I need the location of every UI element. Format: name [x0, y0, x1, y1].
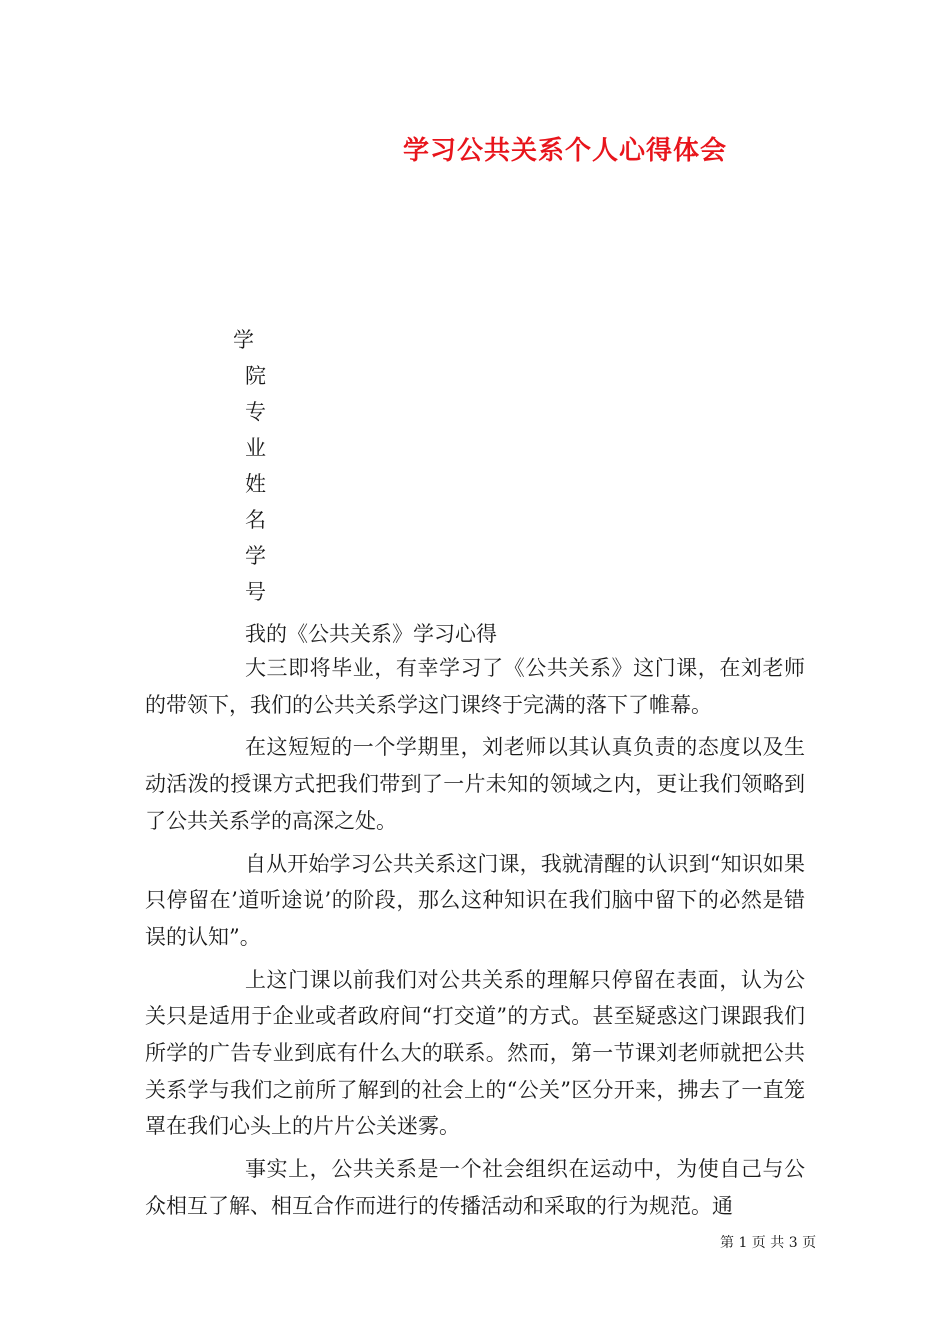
form-label-char: 业 [245, 436, 266, 460]
essay-body [145, 650, 805, 1225]
form-label-char: 院 [245, 364, 266, 388]
form-label-char: 名 [245, 508, 266, 532]
form-label-char: 号 [245, 580, 266, 604]
page-footer: 第 1 页 共 3 页 [720, 1235, 817, 1251]
essay-subtitle: 我的《公共关系》学习心得 [245, 622, 497, 646]
form-label-char: 学 [245, 544, 266, 568]
paragraph: 在这短短的一个学期里，刘老师以其认真负责的态度以及生动活泼的授课方式把我们带到了一片未知的领域之内，更让我们领略到了公共关系学的高深之处。 [145, 735, 805, 833]
form-label-char: 姓 [245, 472, 266, 496]
paragraph: 上这门课以前我们对公共关系的理解只停留在表面，认为公关只是适用于企业或者政府间“打交道”的方式。甚至疑惑这门课跟我们所学的广告专业到底有什么大的联系。然而，第一节课刘老师就把公共关系学与我们之前所了解到的社会上的“公关”区分开来，拂去了一直笼罩在我们心头上的片片公关迷雾。 [145, 967, 805, 1139]
document-title: 学习公共关系个人心得体会 [402, 136, 727, 166]
paragraph: 事实上，公共关系是一个社会组织在运动中，为使自己与公众相互了解、相互合作而进行的传播活动和采取的行为规范。通 [145, 1157, 805, 1218]
form-label-char: 专 [245, 400, 266, 424]
paragraph: 自从开始学习公共关系这门课，我就清醒的认识到“知识如果只停留在’道听途说’的阶段，那么这种知识在我们脑中留下的必然是错误的认知”。 [145, 851, 805, 949]
paragraph: 大三即将毕业，有幸学习了《公共关系》这门课，在刘老师的带领下，我们的公共关系学这门课终于完满的落下了帷幕。 [145, 656, 805, 717]
form-label-char: 学 [233, 328, 254, 352]
